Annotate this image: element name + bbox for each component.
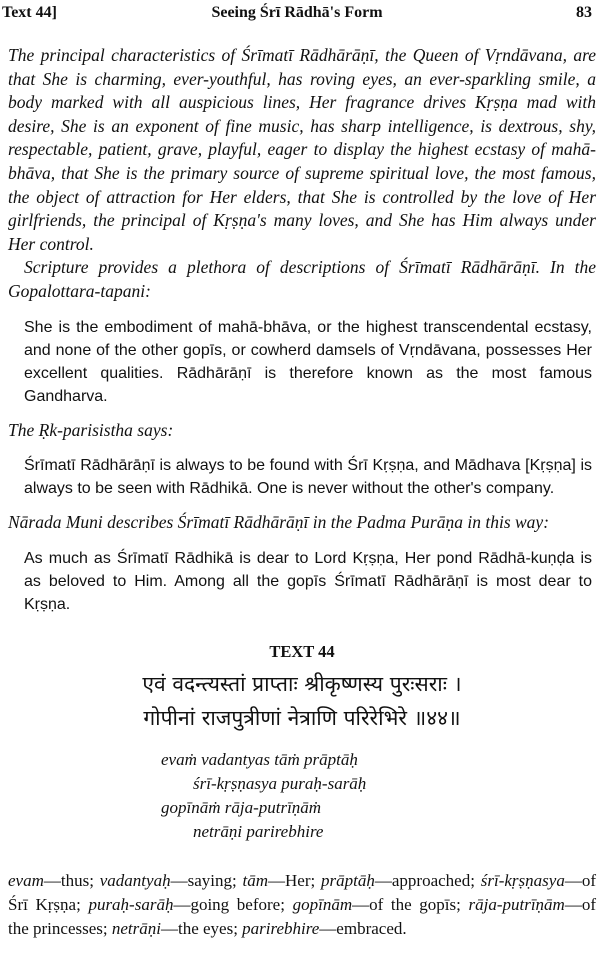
synonym-meaning: —embraced.	[319, 919, 407, 939]
devanagari-line: गोपीनां राजपुत्रीणां नेत्राणि परिरेभिरे ॥४४॥	[143, 706, 461, 731]
synonym-term: tām	[242, 871, 268, 891]
page-number: 83	[576, 4, 592, 21]
quote-rk-parisistha: Śrīmatī Rādhārāṇī is always to be found with Śrī Kṛṣṇa, and Mādhava [Kṛṣṇa] is always to be seen with Rādhikā. One is never without the other's company.	[24, 457, 592, 498]
page-header	[2, 4, 592, 26]
running-title: Seeing Śrī Rādhā's Form	[211, 4, 383, 21]
verse-heading: TEXT 44	[269, 641, 335, 661]
synonym-meaning: —of the princesses;	[8, 895, 597, 939]
quote-padma-purana: As much as Śrīmatī Rādhikā is dear to Lord Kṛṣṇa, Her pond Rādhā-kuṇḍa is as beloved to Him. Among all the gopīs Śrīmatī Rādhārāṇī is most dear to Kṛṣṇa.	[24, 549, 592, 613]
synonym-term: śrī-kṛṣṇasya	[480, 871, 565, 891]
word-for-word	[8, 869, 596, 941]
intro-rk-parisistha: The Ṛk-parisistha says:	[8, 419, 174, 440]
synonym-term: vadantyaḥ	[99, 871, 171, 891]
paragraph-characteristics: The principal characteristics of Śrīmatī Rādhārāṇī, the Queen of Vṛndāvana, are that She is charming, ever-youthful, has roving eyes, an ever-sparkling smile, a body marked with all auspicious lines, Her fragrance drives Kṛṣṇa mad with desire, She is an exponent of fine music, has sharp intelligence, is dextrous, shy, respectable, patient, grave, playful, eager to display the highest ecstasy of mahā-bhāva, that She is the primary source of supreme spiritual love, the most famous, the object of attraction for Her elders, that She is controlled by the love of Her girlfriends, the principal of Kṛṣṇa's many loves, and She has Him always under Her control.	[8, 45, 596, 254]
transliteration-line: gopīnāṁ rāja-putrīṇāṁ	[161, 798, 322, 818]
synonym-term: prāptāḥ	[321, 871, 375, 891]
synonym-meaning: —the eyes;	[160, 919, 243, 939]
devanagari-verse	[8, 667, 596, 735]
synonym-term: puraḥ-sarāḥ	[88, 895, 174, 915]
transliteration-line: śrī-kṛṣṇasya puraḥ-sarāḥ	[193, 774, 367, 794]
synonym-term: netrāṇi	[111, 919, 161, 939]
synonym-meaning: —approached;	[374, 871, 481, 891]
paragraph-scripture: Scripture provides a plethora of descriptions of Śrīmatī Rādhārāṇī. In the Gopalottara-tapani:	[8, 257, 596, 301]
transliteration-verse	[8, 748, 596, 844]
synonym-term: parirebhire	[242, 919, 320, 939]
synonym-meaning: —going before;	[173, 895, 293, 915]
transliteration-line: netrāṇi parirebhire	[193, 822, 324, 842]
synonym-term: evam	[8, 871, 44, 891]
synonym-term: rāja-putrīṇām	[468, 895, 565, 915]
synonym-meaning: —thus;	[43, 871, 100, 891]
synonym-meaning: —of Śrī Kṛṣṇa;	[8, 871, 596, 915]
transliteration-line: evaṁ vadantyas tāṁ prāptāḥ	[161, 750, 358, 770]
devanagari-line: एवं वदन्त्यस्तां प्राप्ताः श्रीकृष्णस्य पुरःसराः ।	[142, 672, 462, 697]
quote-gopalottara: She is the embodiment of mahā-bhāva, or the highest transcendental ecstasy, and none of the other gopīs, or cowherd damsels of Vṛndāvana, possesses Her excellent qualities. Rādhārāṇī is therefore known as the most famous Gandharva.	[24, 318, 592, 405]
synonym-meaning: —Her;	[268, 871, 322, 891]
intro-padma-purana: Nārada Muni describes Śrīmatī Rādhārāṇī in the Padma Purāṇa in this way:	[8, 512, 550, 533]
synonym-meaning: —of the gopīs;	[352, 895, 469, 915]
synonym-meaning: —saying;	[170, 871, 243, 891]
page-body	[8, 44, 596, 941]
synonym-term: gopīnām	[292, 895, 353, 915]
chapter-reference: Text 44]	[2, 4, 57, 21]
